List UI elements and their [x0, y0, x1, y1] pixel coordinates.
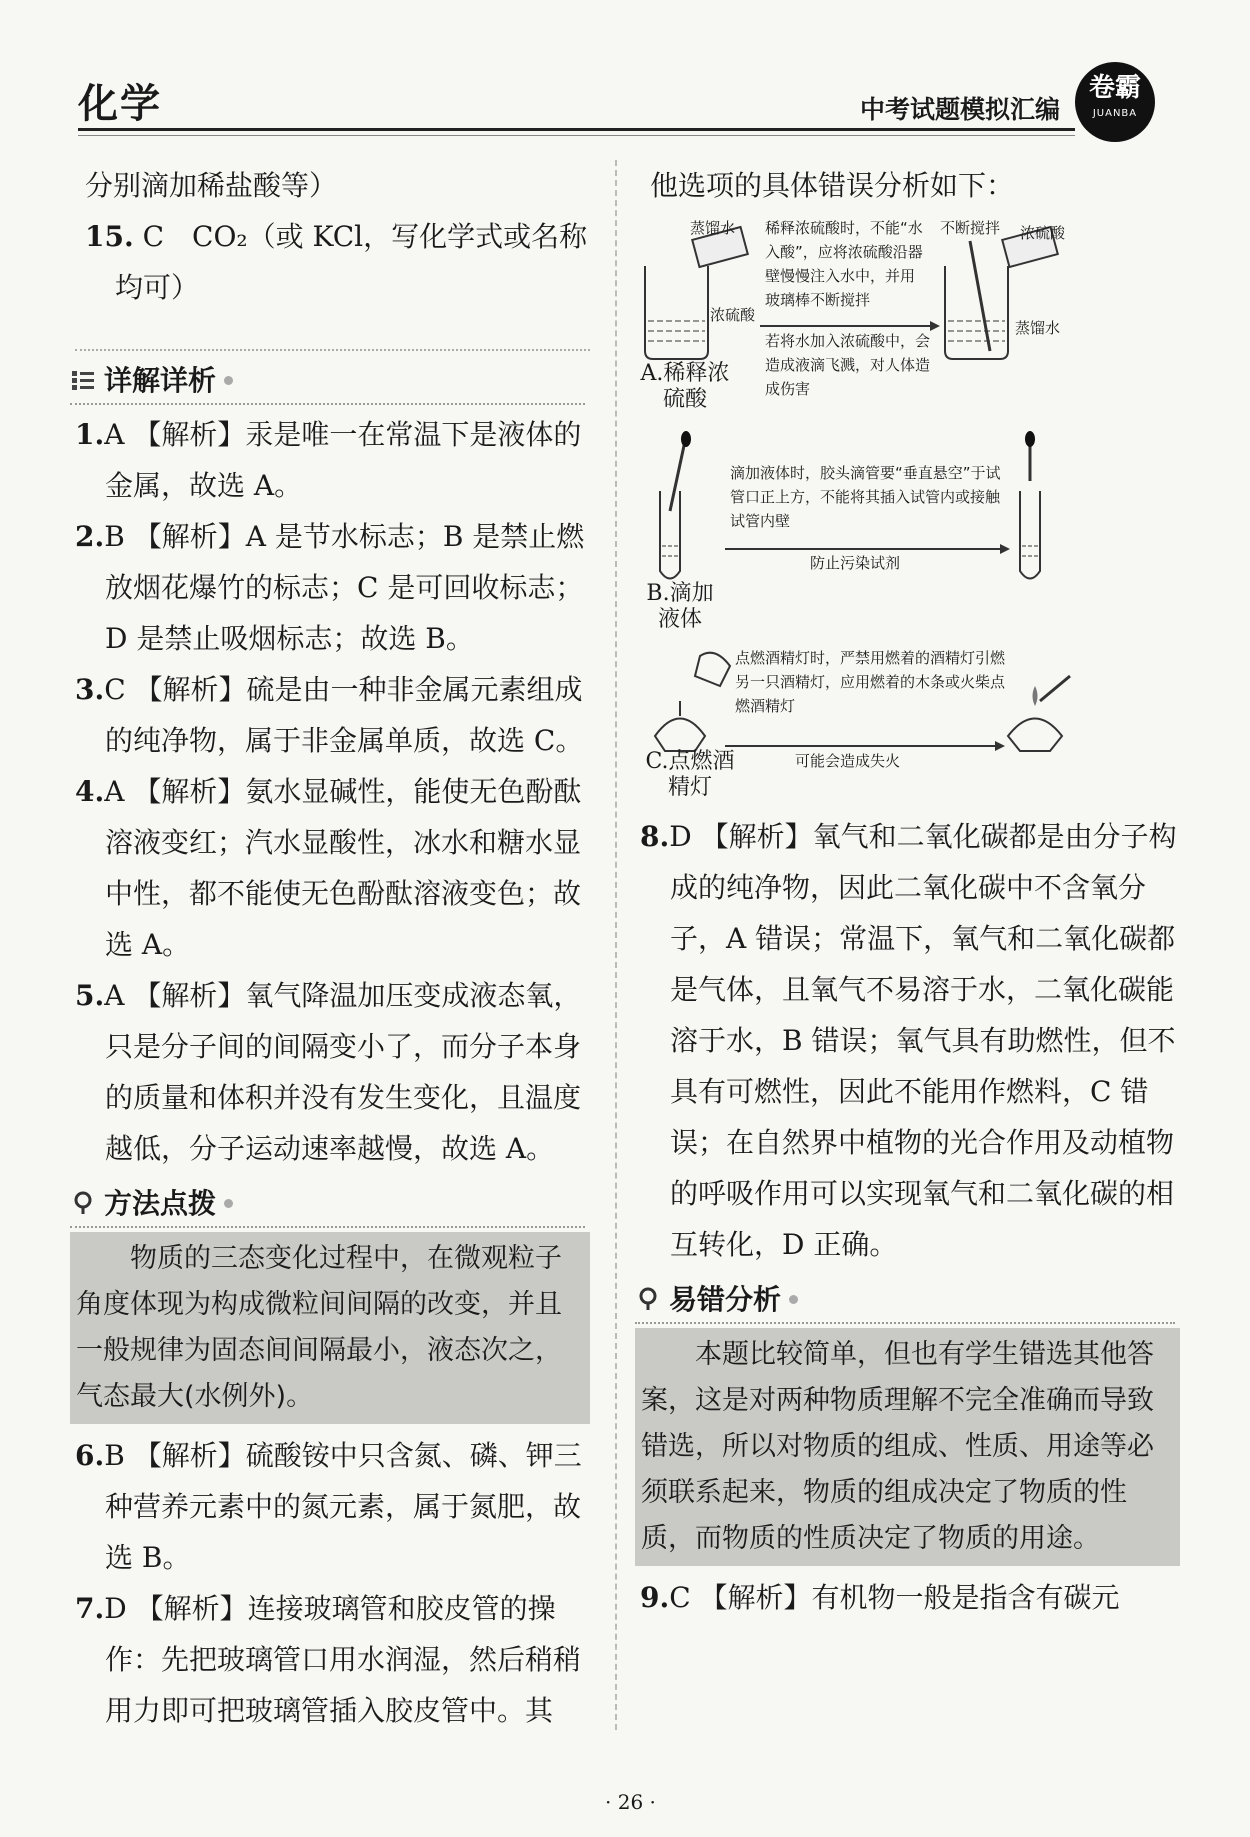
- answer-number: 5.: [75, 979, 105, 1012]
- answer-7: [75, 1583, 590, 1736]
- answer-text: A 【解析】氨水显碱性，能使无色酚酞溶液变红；汽水显酸性，冰水和糖水显中性，都不能使无色酚酞溶液变色；故选 A。: [104, 775, 582, 961]
- answer-text: B 【解析】A 是节水标志；B 是禁止燃放烟花爆竹的标志；C 是可回收标志；D 是禁止吸烟标志；故选 B。: [104, 520, 585, 655]
- figure-a: [640, 211, 1180, 411]
- answer-4: [75, 766, 590, 970]
- figure-c-label: C.点燃酒精灯: [645, 749, 735, 800]
- answer-9: [640, 1572, 1180, 1623]
- label-water: 蒸馏水: [690, 219, 736, 237]
- label-water-right: 蒸馏水: [1015, 319, 1061, 337]
- method-text: 物质的三态变化过程中，在微观粒子角度体现为构成微粒间间隔的改变，并且一般规律为固态间间隔最小，液态次之，气态最大(水例外)。: [76, 1243, 562, 1412]
- section-title: 方法点拨: [104, 1186, 217, 1220]
- answer-number: 9.: [640, 1581, 670, 1614]
- answer-text: D 【解析】氧气和二氧化碳都是由分子构成的纯净物，因此二氧化碳中不含氧分子，A 错误；常温下，氧气和二氧化碳都是气体，且氧气不易溶于水，二氧化碳能溶于水，B 错误；氧气具有助燃性，但不具有可燃性，因此不能用作燃料，C 错误；在自然界中植物的光合作用及动植物的呼吸作用可以实现氧气和二氧化碳的相互转化，D 正确。: [669, 820, 1177, 1261]
- figure-a-label: A.稀释浓硫酸: [640, 361, 730, 412]
- answer-8: [640, 811, 1180, 1270]
- answer-number: 15.: [85, 220, 134, 253]
- pin-icon: [635, 1286, 661, 1312]
- intro-line: 他选项的具体错误分析如下：: [650, 169, 1015, 202]
- answer-number: 3.: [75, 673, 105, 706]
- answer-text: C CO₂（或 KCl，写化学式或名称均可）: [115, 220, 588, 304]
- brand-logo: [1075, 62, 1155, 142]
- bullet-dot: [789, 1295, 798, 1304]
- section-separator: [75, 315, 590, 351]
- left-column: [75, 160, 590, 1736]
- answer-number: 2.: [75, 520, 105, 553]
- figure-b-label: B.滴加液体: [646, 581, 714, 632]
- method-box: [70, 1232, 590, 1424]
- answer-text: A 【解析】氧气降温加压变成液态氧，只是分子间的间隔变小了，而分子本身的质量和体积并没有发生变化，且温度越低，分子运动速率越慢，故选 A。: [104, 979, 582, 1165]
- label-acid-right: 浓硫酸: [1020, 224, 1066, 242]
- answer-text: B 【解析】硫酸铵中只含氮、磷、钾三种营养元素中的氮元素，属于氮肥，故选 B。: [104, 1439, 582, 1574]
- answer-number: 4.: [75, 775, 105, 808]
- intro-line: 分别滴加稀盐酸等）: [85, 169, 338, 202]
- section-title: 详解详析: [104, 363, 217, 397]
- answer-2: [75, 511, 590, 664]
- section-heading-method: [70, 1180, 585, 1228]
- answer-number: 7.: [75, 1592, 105, 1625]
- answer-15: [75, 211, 590, 313]
- answer-number: 6.: [75, 1439, 105, 1472]
- answer-3: [75, 664, 590, 766]
- bullet-dot: [224, 1199, 233, 1208]
- logo-text: 卷霸: [1088, 73, 1141, 103]
- pin-icon: [70, 1190, 96, 1216]
- error-box: [635, 1328, 1180, 1566]
- figure-c-description: 点燃酒精灯时，严禁用燃着的酒精灯引燃另一只酒精灯，应用燃着的木条或火柴点燃酒精灯: [735, 649, 1006, 715]
- page-number: · 26 ·: [605, 1790, 656, 1814]
- logo-subtext: JUANBA: [1092, 108, 1138, 119]
- figure-b: [640, 431, 1180, 641]
- answer-6: [75, 1430, 590, 1583]
- answer-number: 8.: [640, 820, 670, 853]
- column-divider: [615, 160, 617, 1730]
- label-stir: 不断搅拌: [940, 219, 1001, 237]
- answer-number: 1.: [75, 418, 105, 451]
- answer-5: [75, 970, 590, 1174]
- figure-a-description: 稀释浓硫酸时，不能“水入酸”，应将浓硫酸沿器壁慢慢注入水中，并用玻璃棒不断搅拌: [765, 219, 923, 309]
- answer-1: [75, 409, 590, 511]
- error-text: 本题比较简单，但也有学生错选其他答案，这是对两种物质理解不完全准确而导致错选，所以对物质的组成、性质、用途等必须联系起来，物质的组成决定了物质的性质，而物质的性质决定了物质的用途。: [641, 1339, 1154, 1554]
- series-title: 中考试题模拟汇编: [859, 95, 1060, 124]
- section-title: 易错分析: [669, 1282, 782, 1316]
- figure-b-consequence: 防止污染试剂: [810, 554, 901, 572]
- header-rule-thin: [78, 135, 1075, 136]
- figure-b-description: 滴加液体时，胶头滴管要“垂直悬空”于试管口正上方，不能将其插入试管内或接触试管内壁: [730, 464, 1001, 530]
- figure-c: [640, 641, 1180, 801]
- right-column: [640, 160, 1180, 1623]
- answer-text: C 【解析】硫是由一种非金属元素组成的纯净物，属于非金属单质，故选 C。: [104, 673, 584, 757]
- bullet-dot: [224, 376, 233, 385]
- answer-text: D 【解析】连接玻璃管和胶皮管的操作：先把玻璃管口用水润湿，然后稍稍用力即可把玻璃管插入胶皮管中。其: [104, 1592, 582, 1727]
- label-acid: 浓硫酸: [710, 306, 756, 324]
- answer-text: C 【解析】有机物一般是指含有碳元: [669, 1581, 1120, 1614]
- section-heading-detail: [70, 357, 585, 405]
- section-heading-error: [635, 1276, 1175, 1324]
- figure-a-consequence: 若将水加入浓硫酸中，会造成液滴飞溅，对人体造成伤害: [765, 332, 931, 398]
- answer-text: A 【解析】汞是唯一在常温下是液体的金属，故选 A。: [104, 418, 582, 502]
- figure-c-consequence: 可能会造成失火: [795, 752, 901, 770]
- list-icon: [70, 367, 96, 393]
- subject-title: 化学: [78, 81, 162, 127]
- header-rule: [78, 128, 1075, 131]
